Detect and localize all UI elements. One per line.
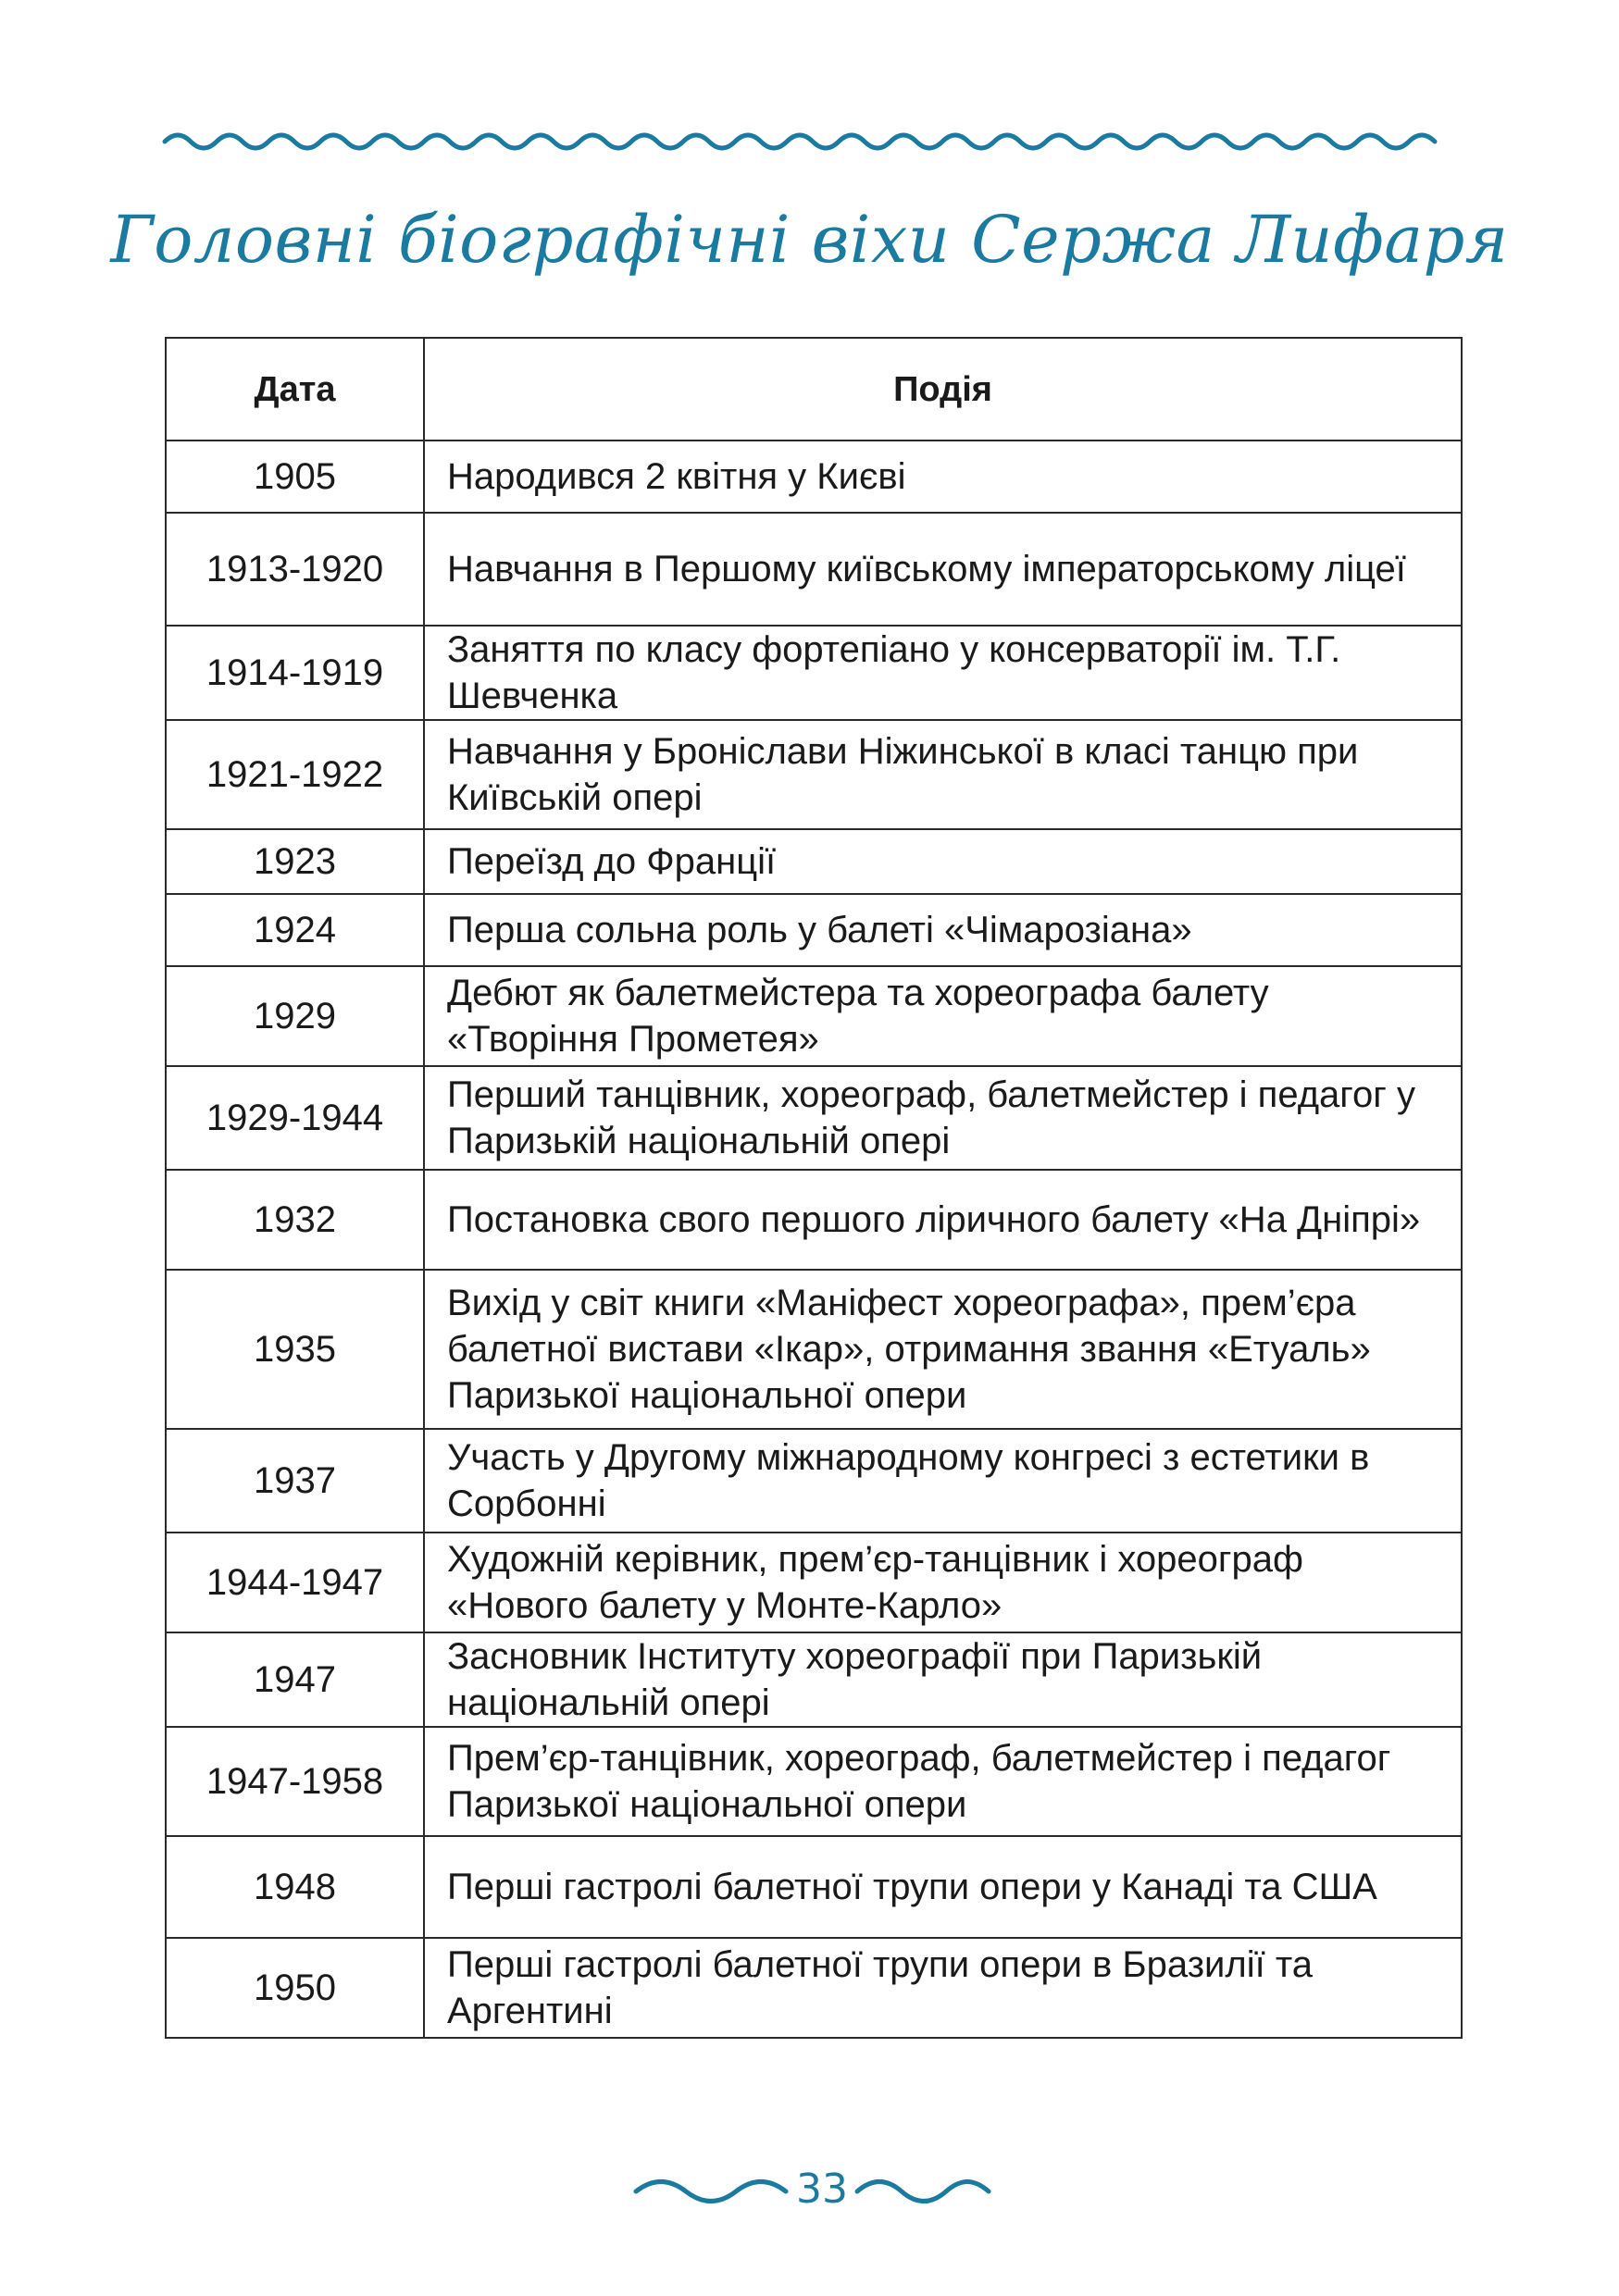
event-cell: Навчання у Броніслави Ніжинської в класі танцю при Київській опері: [424, 720, 1462, 829]
table-row: [166, 1632, 1462, 1727]
event-cell: Художній керівник, прем’єр-танцівник і хореограф «Нового балету у Монте-Карло»: [424, 1533, 1462, 1632]
bottom-wave-right-ornament: [853, 2177, 992, 2204]
event-cell: Заняття по класу фортепіано у консерваторії ім. Т.Г. Шевченка: [424, 626, 1462, 720]
event-cell: Дебют як балетмейстера та хореографа балету «Творіння Прометея»: [424, 966, 1462, 1066]
date-cell: 1944-1947: [166, 1533, 424, 1632]
event-cell: Перший танцівник, хореограф, балетмейстер і педагог у Паризькій національній опері: [424, 1066, 1462, 1170]
table-row: [166, 1533, 1462, 1632]
event-column-header: Подія: [424, 338, 1462, 441]
date-cell: 1932: [166, 1170, 424, 1270]
date-cell: 1929: [166, 966, 424, 1066]
table-row: [166, 626, 1462, 720]
table-body: [166, 441, 1462, 2038]
bottom-wave-left-ornament: [632, 2177, 790, 2204]
milestones-table: [165, 337, 1463, 2039]
event-cell: Переїзд до Франції: [424, 829, 1462, 894]
event-cell: Вихід у світ книги «Маніфест хореографа», прем’єра балетної вистави «Ікар», отримання звання «Етуаль» Паризької національної опери: [424, 1270, 1462, 1429]
date-column-header: Дата: [166, 338, 424, 441]
table-row: [166, 1066, 1462, 1170]
event-cell: Навчання в Першому київському імператорському ліцеї: [424, 513, 1462, 626]
table-row: [166, 1938, 1462, 2038]
date-cell: 1947-1958: [166, 1727, 424, 1836]
event-cell: Засновник Інституту хореографії при Паризькій національній опері: [424, 1632, 1462, 1727]
date-cell: 1921-1922: [166, 720, 424, 829]
table-row: [166, 1429, 1462, 1533]
date-cell: 1929-1944: [166, 1066, 424, 1170]
event-cell: Народився 2 квітня у Києві: [424, 441, 1462, 513]
table-row: [166, 720, 1462, 829]
top-wave-ornament: [162, 128, 1463, 155]
table-row: [166, 441, 1462, 513]
event-cell: Перша сольна роль у балеті «Чімарозіана»: [424, 894, 1462, 966]
date-cell: 1950: [166, 1938, 424, 2038]
table-row: [166, 894, 1462, 966]
date-cell: 1947: [166, 1632, 424, 1727]
page-title: Головні біографічні віхи Сержа Лифаря: [110, 202, 1509, 278]
date-cell: 1913-1920: [166, 513, 424, 626]
date-cell: 1937: [166, 1429, 424, 1533]
table-row: [166, 1170, 1462, 1270]
date-cell: 1923: [166, 829, 424, 894]
table-row: [166, 829, 1462, 894]
date-cell: 1948: [166, 1836, 424, 1938]
event-cell: Прем’єр-танцівник, хореограф, балетмейстер і педагог Паризької національної опери: [424, 1727, 1462, 1836]
event-cell: Постановка свого першого ліричного балету «На Дніпрі»: [424, 1170, 1462, 1270]
date-cell: 1935: [166, 1270, 424, 1429]
event-cell: Участь у Другому міжнародному конгресі з естетики в Сорбонні: [424, 1429, 1462, 1533]
table-row: [166, 513, 1462, 626]
event-cell: Перші гастролі балетної трупи опери в Бразилії та Аргентині: [424, 1938, 1462, 2038]
event-cell: Перші гастролі балетної трупи опери у Канаді та США: [424, 1836, 1462, 1938]
date-cell: 1905: [166, 441, 424, 513]
table-header-row: [166, 338, 1462, 441]
date-cell: 1924: [166, 894, 424, 966]
table-row: [166, 1270, 1462, 1429]
table-row: [166, 1727, 1462, 1836]
page-number: 33: [796, 2166, 848, 2213]
table-row: [166, 1836, 1462, 1938]
date-cell: 1914-1919: [166, 626, 424, 720]
table-row: [166, 966, 1462, 1066]
